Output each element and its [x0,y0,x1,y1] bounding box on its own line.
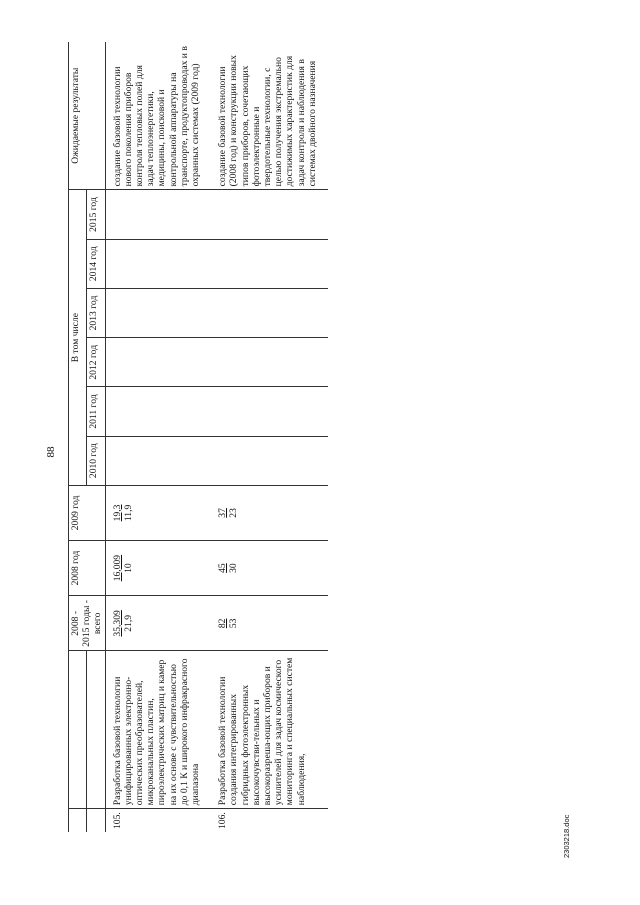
rotated-landscape-page [40,42,600,862]
total-top: 35,309 [111,610,123,637]
header-2009: 2009 год [69,485,106,540]
row-result: создание базовой технологии (2008 год) и конструкции новых типов приборов, сочетающих фотоэлектронные и твердотельные технологии, с целью получения экстремально достижимых характеристик для задач контроля и наблюдения в системах двойного назначения [211,42,328,190]
y2008-top: 16,009 [111,554,123,582]
y2009-bottom: 11,9 [122,504,134,522]
row-2014 [105,239,211,288]
row-2012 [105,338,211,387]
header-2013: 2013 год [87,288,105,337]
header-total-line1: 2008 - [70,610,81,636]
total-top: 82 [217,618,229,629]
row-total [211,596,328,651]
header-group-label: В том числе [69,190,87,485]
header-2010: 2010 год [87,436,105,485]
header-2015: 2015 год [87,190,105,239]
row-2008 [105,540,211,595]
row-2009 [211,485,328,540]
header-2014: 2014 год [87,239,105,288]
row-2008 [211,540,328,595]
table-row [105,42,211,832]
y2008-bottom: 10 [122,563,134,573]
row-2013 [105,288,211,337]
header-total [69,596,106,651]
y2009-top: 37 [217,508,229,518]
table-row [211,42,328,832]
row-name: Разработка базовой технологии создания интегрированных гибридных фотоэлектронных высокочувстви-тельных и высокоразреша-ющих приборов и усилителей для задач космического мониторинга и специальных систем наблюдения, [211,651,328,809]
row-name: Разработка базовой технологии унифицированных электронно-оптических преобразователей, микроканальных пластин, пироэлектрических матриц и камер на их основе с чувствительностью до 0,1 К и широкого инфракрасного диапазона [105,651,211,809]
row-total [105,596,211,651]
row-2011 [105,387,211,436]
y2009-top: 19,3 [111,504,123,522]
y2009-bottom: 23 [228,508,240,518]
total-bottom: 53 [228,618,240,629]
total-bottom: 21,9 [122,614,134,632]
row-number: 106. [217,812,229,829]
header-num-cell-2 [87,809,105,832]
header-row-top [69,42,87,832]
page-number: 88 [45,446,57,458]
row-2014 [211,239,328,288]
header-total-line2: 2015 годы - [81,600,93,647]
row-2009 [105,485,211,540]
row-2015 [105,190,211,239]
document-filename: 2303218.doc [561,814,571,858]
row-2015 [211,190,328,239]
row-result: создание базовой технологии нового поколения приборов контроля тепловых полей для задач теплоэнергетики, медицины, поисковой и контрольной аппаратуры на транспорте, продуктопроводах и в охранных системах (2009 год) [105,42,211,190]
header-2008: 2008 год [69,540,106,595]
header-results: Ожидаемые результаты [69,42,106,190]
header-2011: 2011 год [87,387,105,436]
row-2010 [211,436,328,485]
program-table [68,42,328,832]
row-2012 [211,338,328,387]
y2008-top: 45 [217,563,229,573]
header-name-cell [69,651,87,809]
row-number: 105. [111,812,123,829]
row-2013 [211,288,328,337]
header-2012: 2012 год [87,338,105,387]
header-name-cell-2 [87,651,105,809]
header-num-cell [69,809,87,832]
header-total-line3: всего [92,612,104,635]
row-2010 [105,436,211,485]
y2008-bottom: 30 [228,563,240,573]
row-2011 [211,387,328,436]
